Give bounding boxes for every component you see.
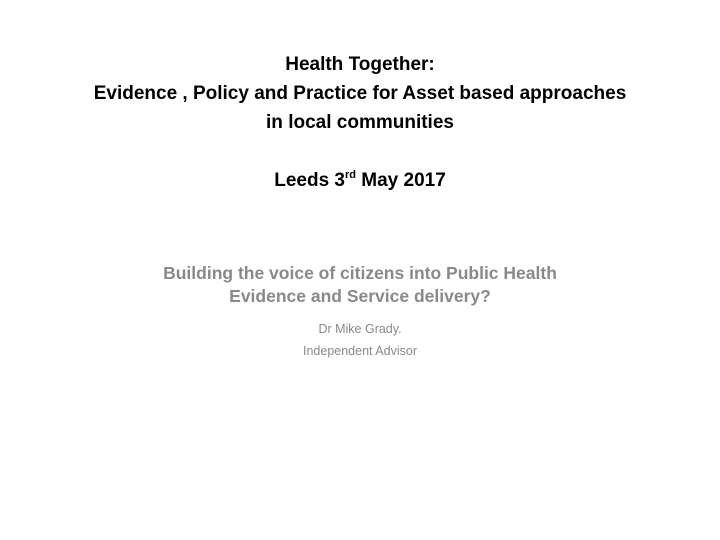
title-line-1: Health Together:: [285, 54, 435, 75]
author-info: [60, 318, 660, 362]
author-name: Dr Mike Grady.: [318, 322, 402, 336]
author-role: Independent Advisor: [303, 344, 417, 358]
event-date-suffix: May 2017: [355, 170, 446, 191]
event-date: [40, 166, 680, 195]
slide-subtitle: [60, 262, 660, 308]
event-date-prefix: Leeds 3: [274, 170, 345, 191]
title-line-2: Evidence , Policy and Practice for Asset based approaches: [93, 83, 627, 104]
title-spacer: [40, 137, 680, 166]
subtitle-line-1: Building the voice of citizens into Public Health: [163, 263, 557, 283]
title-line-3: in local communities: [266, 112, 454, 133]
event-date-superscript: rd: [344, 168, 356, 181]
slide-title: [40, 50, 680, 195]
subtitle-line-2: Evidence and Service delivery?: [229, 286, 491, 306]
